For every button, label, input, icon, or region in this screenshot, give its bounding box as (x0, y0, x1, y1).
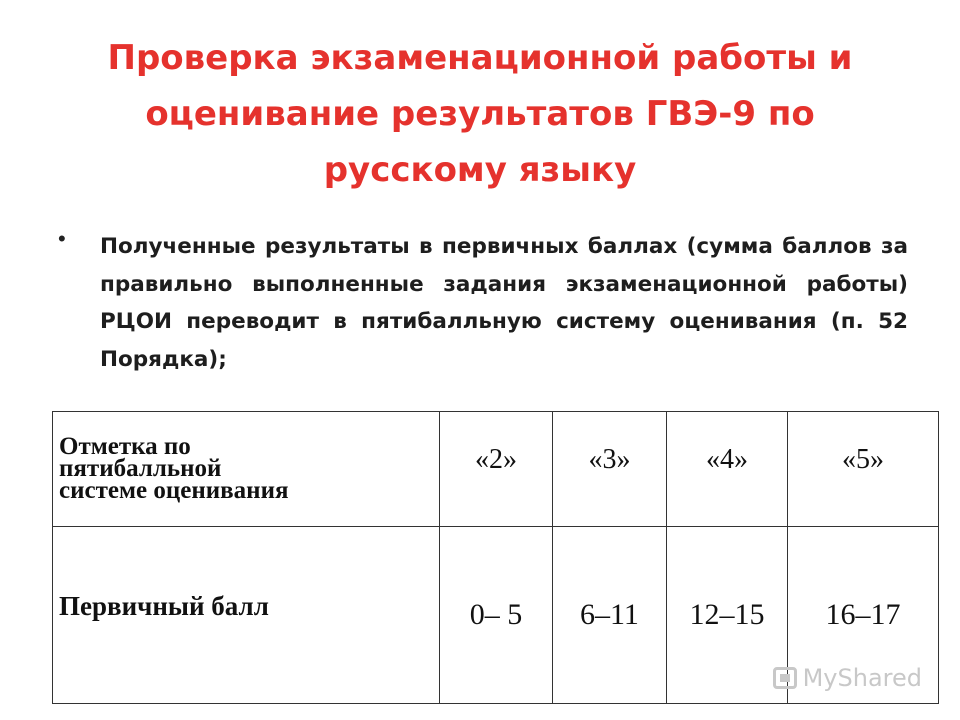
grade-2-cell: «2» (440, 412, 553, 527)
grade-header-label-line2: пятибалльной (59, 455, 222, 482)
score-range-grade-4: 12–15 (667, 527, 788, 704)
score-range-grade-3: 6–11 (553, 527, 667, 704)
score-range-grade-2: 0– 5 (440, 527, 553, 704)
grade-header-label (53, 412, 440, 527)
grade-4-cell: «4» (667, 412, 788, 527)
slide-title: Проверка экзаменационной работы и оценивание результатов ГВЭ-9 по русскому языку (107, 38, 853, 190)
grade-3-cell: «3» (553, 412, 667, 527)
bullet-dot-icon: • (58, 226, 66, 251)
grade-conversion-table (52, 411, 939, 704)
watermark-text: MyShared (802, 664, 922, 692)
score-range-grade-5: 16–17 (788, 527, 939, 704)
grade-header-label-line1: Отметка по (59, 433, 191, 460)
bullet-item (58, 228, 908, 378)
watermark-logo (773, 664, 922, 692)
presentation-icon (773, 667, 797, 689)
grade-5-cell: «5» (788, 412, 939, 527)
bullet-text: Полученные результаты в первичных баллах (сумма баллов за правильно выполненные задания экзаменационной работы) РЦОИ переводит в пятибалльную систему оценивания (п. 52 Порядка); (100, 234, 908, 372)
primary-score-label: Первичный балл (53, 527, 440, 704)
table-header-row (53, 412, 939, 527)
grade-header-label-line3: системе оценивания (59, 477, 289, 504)
